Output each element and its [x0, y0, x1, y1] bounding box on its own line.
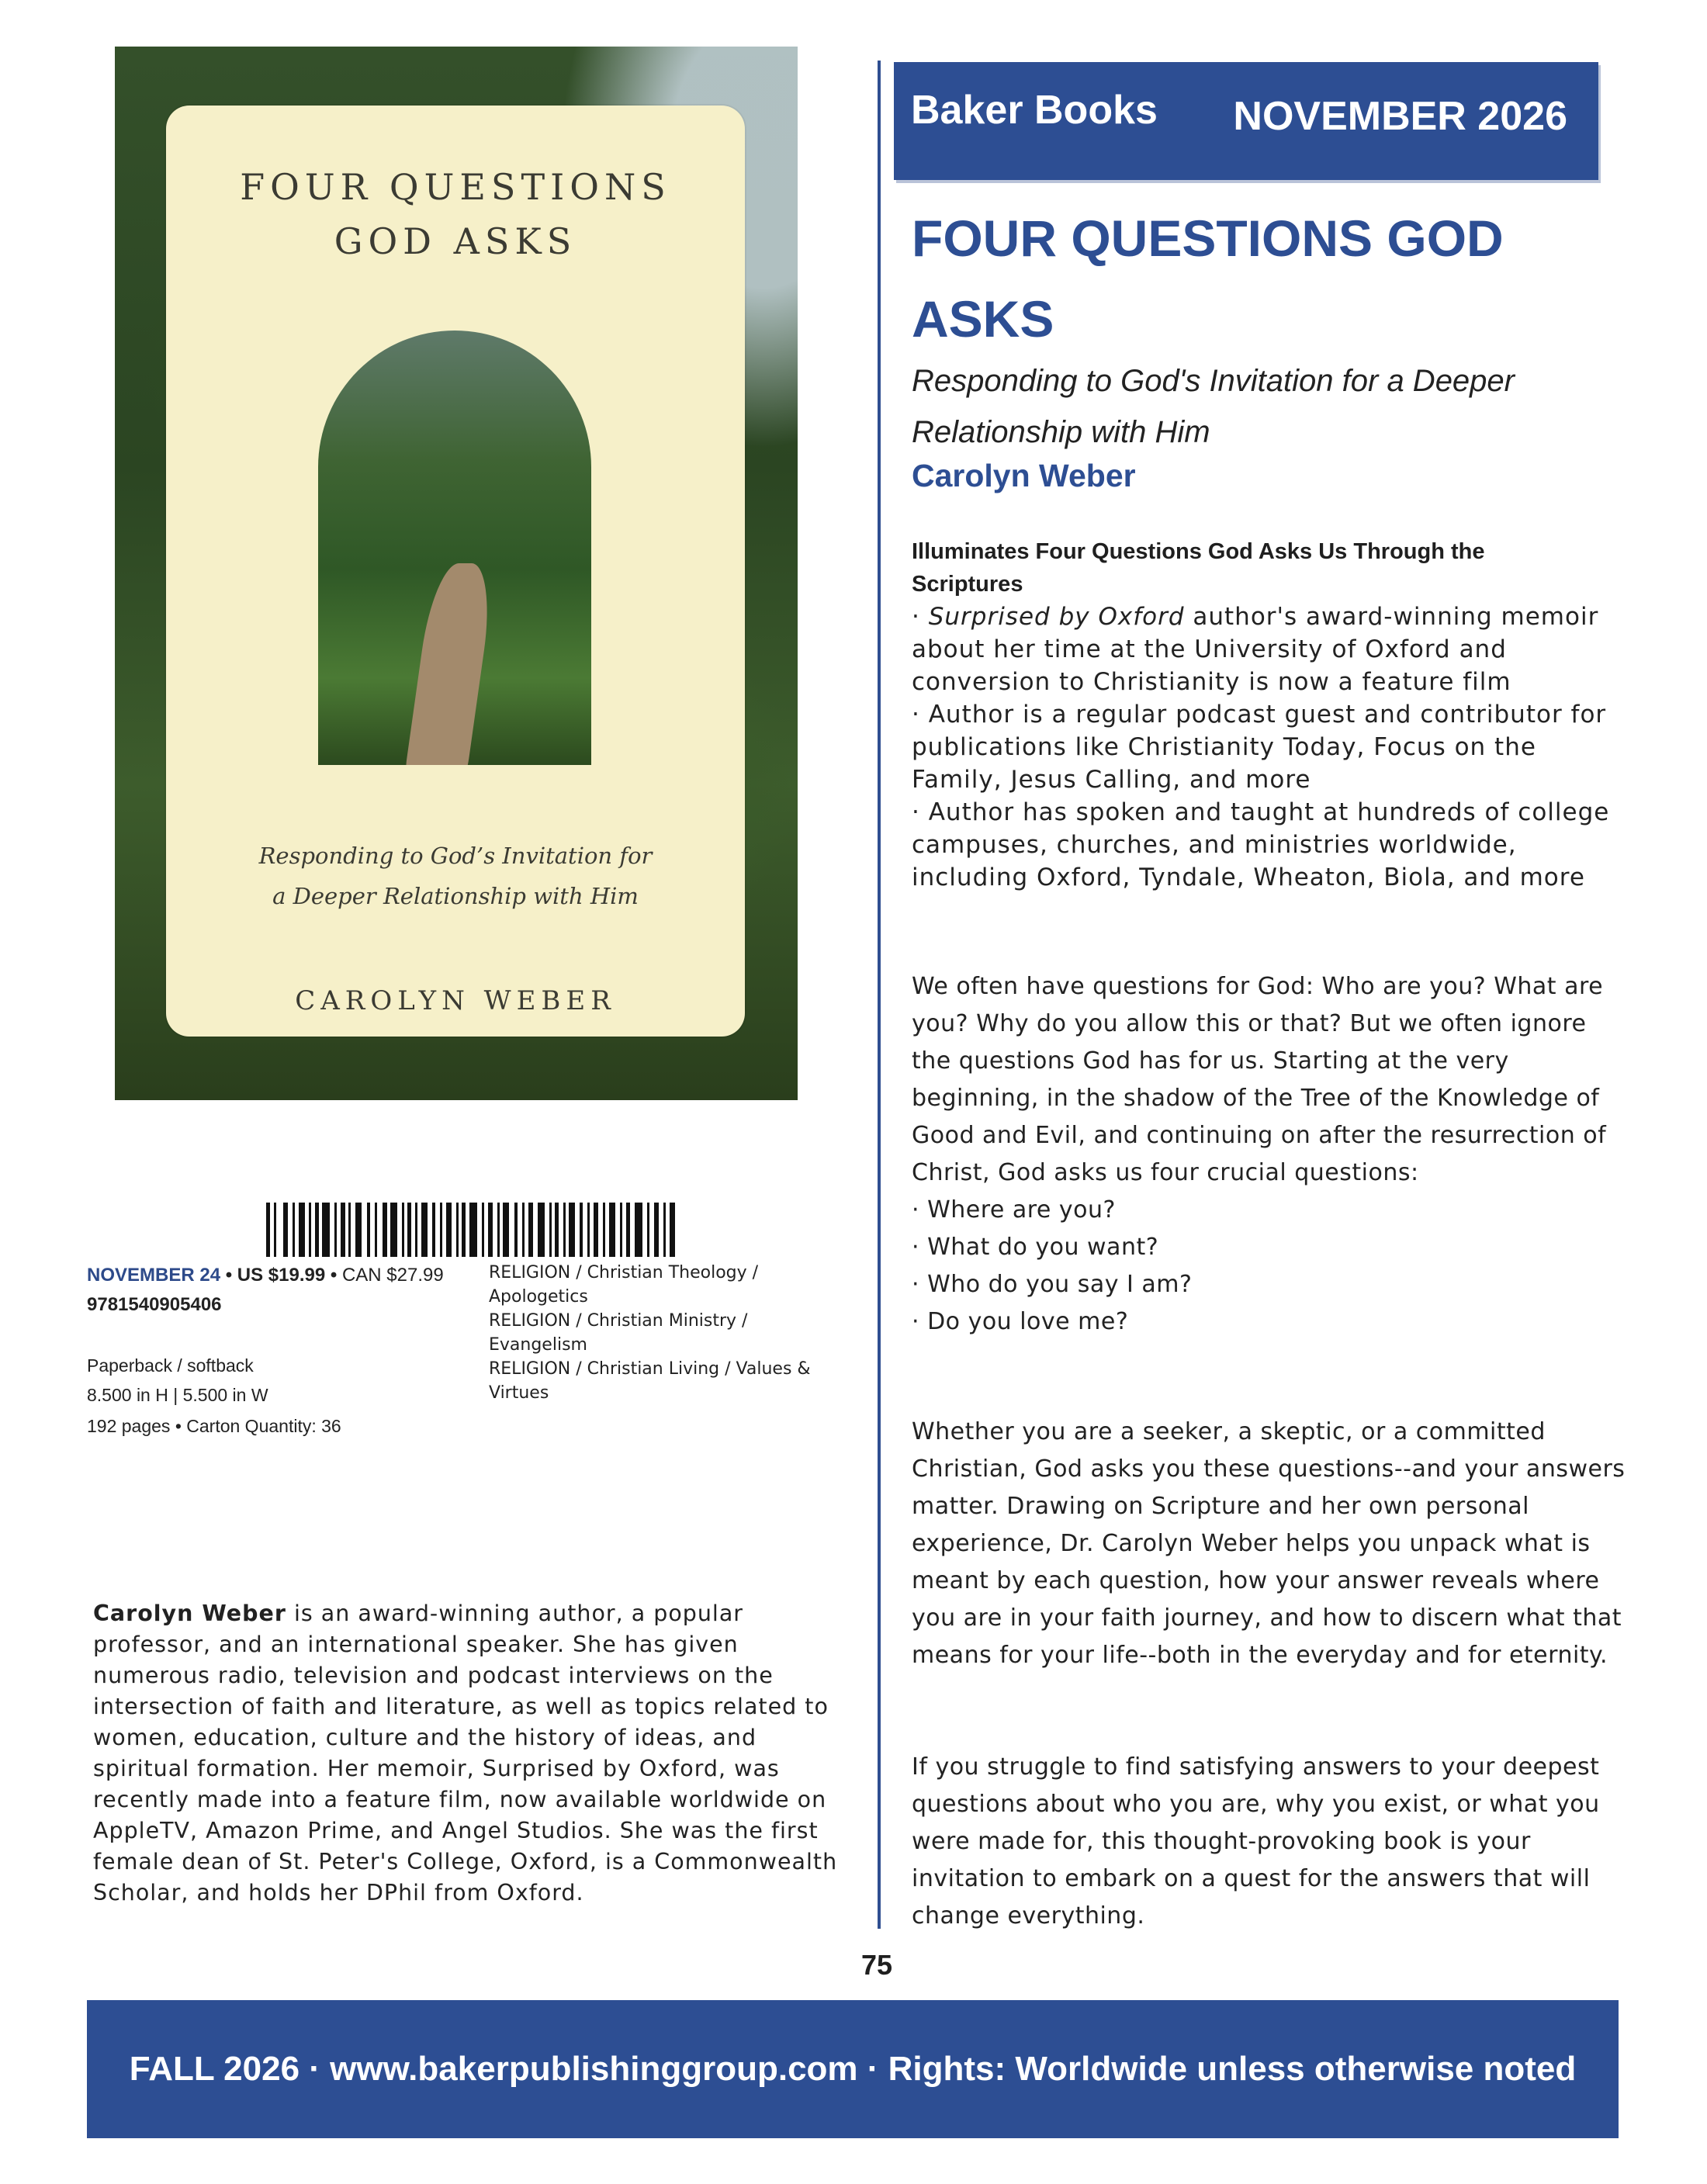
cover-title-line2: GOD ASKS: [334, 220, 577, 262]
us-price: US $19.99: [237, 1265, 326, 1286]
isbn: 9781540905406: [87, 1294, 222, 1315]
publisher-name: Baker Books: [911, 88, 1158, 133]
book-subtitle: [912, 355, 1594, 458]
book-subtitle-line1: Responding to God's Invitation for a Deeper: [912, 364, 1515, 398]
page-number: 75: [860, 1949, 893, 1981]
bullet: ·: [912, 701, 920, 729]
highlights-list: [912, 601, 1610, 894]
category-item: RELIGION / Christian Ministry / Evangelism: [489, 1311, 748, 1355]
book-title-line1: FOUR QUESTIONS GOD: [912, 209, 1504, 267]
highlight-item: [912, 698, 1610, 796]
release-and-price: [87, 1265, 444, 1286]
cover-subtitle-line2: a Deeper Relationship with Him: [272, 883, 639, 909]
book-dimensions: 8.500 in H | 5.500 in W: [87, 1385, 268, 1405]
highlight-text: Author has spoken and taught at hundreds of college campuses, churches, and ministries worldwide, including Oxford, Tyndale, Wheaton, Biola, and more: [912, 798, 1610, 891]
book-title-line2: ASKS: [912, 290, 1054, 348]
cover-arch-illustration: [318, 331, 591, 765]
book-title: [912, 198, 1594, 359]
separator: •: [220, 1265, 237, 1286]
highlight-item: [912, 796, 1610, 894]
book-cover-image: [115, 47, 798, 1100]
question-item: · Who do you say I am?: [912, 1271, 1193, 1298]
catalog-month: NOVEMBER 2026: [1233, 94, 1567, 139]
cover-subtitle-line1: Responding to God’s Invitation for: [258, 843, 653, 869]
cover-panel: [166, 106, 745, 1037]
book-subtitle-line2: Relationship with Him: [912, 415, 1210, 449]
highlight-text: Author is a regular podcast guest and contributor for publications like Christianity Today, Focus on the Family, Jesus Calling, and more: [912, 701, 1607, 794]
highlights-heading: Illuminates Four Questions God Asks Us Through the Scriptures: [912, 539, 1485, 597]
column-divider: [878, 61, 881, 1929]
catalog-footer: [87, 2000, 1619, 2138]
barcode: [266, 1203, 677, 1257]
bio-author-name: Carolyn Weber: [93, 1601, 286, 1626]
bullet: ·: [912, 603, 920, 631]
category-item: RELIGION / Christian Living / Values & Virtues: [489, 1359, 811, 1403]
cover-title-line1: FOUR QUESTIONS: [240, 166, 671, 208]
cover-author: CAROLYN WEBER: [295, 985, 616, 1016]
footer-text: FALL 2026 · www.bakerpublishinggroup.com · Rights: Worldwide unless otherwise noted: [129, 2050, 1577, 2088]
highlight-text: author's award-winning memoir about her time at the University of Oxford and conversion to Christianity is now a feature film: [912, 603, 1599, 696]
description-paragraph-2: Whether you are a seeker, a skeptic, or a committed Christian, God asks you these questions--and your answers matter. Drawing on Scripture and her own personal experience, Dr. Carolyn Weber helps you unpack what is meant by each question, how your answer reveals where you are in your faith journey, and how to discern what that means for your life--both in the everyday and for eternity.: [912, 1418, 1626, 1669]
cover-path-illustration: [403, 563, 496, 765]
category-item: RELIGION / Christian Theology / Apologetics: [489, 1263, 759, 1307]
bio-text: is an award-winning author, a popular professor, and an international speaker. She has given numerous radio, television and podcast interviews on the intersection of faith and literature, as well as topics related to women, education, culture and the history of ideas, and spiritual formation. Her memoir, Surprised by Oxford, was recently made into a feature film, now available worldwide on AppleTV, Amazon Prime, and Angel Studios. She was the first female dean of St. Peter's College, Oxford, is a Commonwealth Scholar, and holds her DPhil from Oxford.: [93, 1601, 838, 1905]
catalog-header: [894, 62, 1598, 180]
highlight-item: [912, 601, 1610, 698]
description-paragraph-1: [912, 968, 1626, 1341]
book-format: Paperback / softback: [87, 1355, 254, 1376]
bullet: ·: [912, 798, 920, 826]
description-intro: We often have questions for God: Who are you? What are you? Why do you allow this or that? But we often ignore the questions God has for us. Starting at the very beginning, in the shadow of the Tree of the Knowledge of Good and Evil, and continuing on after the resurrection of Christ, God asks us four crucial questions:: [912, 973, 1607, 1186]
question-item: · Do you love me?: [912, 1308, 1129, 1335]
release-date: NOVEMBER 24: [87, 1265, 221, 1286]
separator: •: [325, 1265, 342, 1286]
page-count: 192 pages • Carton Quantity: 36: [87, 1416, 341, 1436]
question-item: · What do you want?: [912, 1234, 1159, 1261]
can-price: CAN $27.99: [341, 1265, 444, 1286]
highlight-italic-title: Surprised by Oxford: [928, 603, 1185, 631]
book-author: Carolyn Weber: [912, 458, 1136, 493]
subject-categories: [489, 1261, 846, 1405]
author-bio: [93, 1598, 846, 1909]
question-item: · Where are you?: [912, 1196, 1116, 1224]
description-paragraph-3: If you struggle to find satisfying answers to your deepest questions about who you are, why you exist, or what you were made for, this thought-provoking book is your invitation to embark on a quest for the answers that will change everything.: [912, 1753, 1600, 1930]
